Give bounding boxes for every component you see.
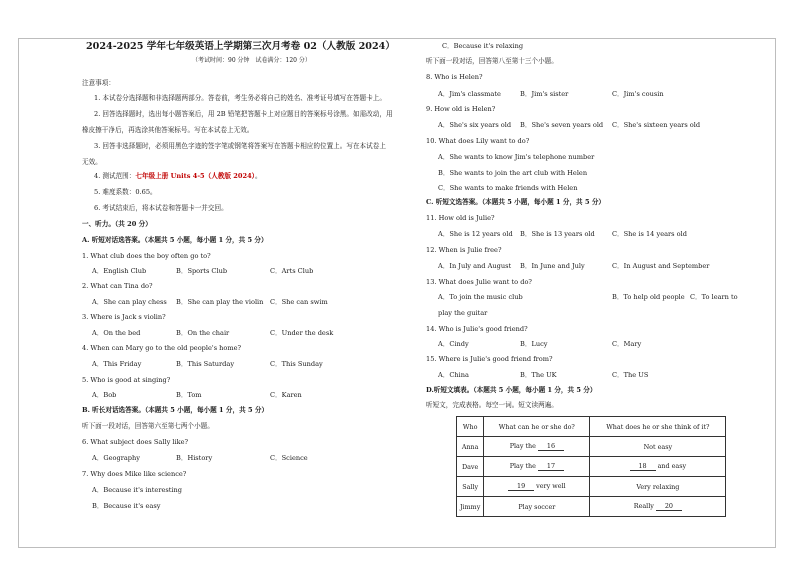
table-cell-what: Play soccer: [484, 497, 590, 517]
table-header-what: What can he or she do?: [484, 417, 590, 437]
note-3b: 无效。: [82, 158, 102, 166]
table-row: [457, 457, 726, 477]
table-cell-who: Dave: [457, 457, 484, 477]
part-d-intro: 听短文，完成表格。每空一词。短文读两遍。: [426, 401, 558, 409]
table-cell-think: [590, 457, 726, 477]
q7-option-a: A．Because it's interesting: [92, 486, 182, 494]
blank-19[interactable]: 19: [508, 482, 534, 491]
q8-option-b: B．Jim's sister: [520, 90, 569, 98]
note-4: [94, 172, 262, 180]
table-cell-what: [484, 477, 590, 497]
q14-option-b: B．Lucy: [520, 340, 548, 348]
q5-option-a: A．Bob: [92, 391, 117, 399]
table-cell-what: [484, 457, 590, 477]
blank-17[interactable]: 17: [538, 462, 564, 471]
q7-option-c: C．Because it's relaxing: [442, 42, 524, 50]
q8-option-a: A．Jim's classmate: [438, 90, 501, 98]
table-cell-who: Sally: [457, 477, 484, 497]
question-8: 8. Who is Helen?: [426, 73, 483, 81]
question-4: 4. When can Mary go to the old people's home?: [82, 344, 242, 352]
page-subtitle: （考试时间：90 分钟 试卷满分：120 分）: [192, 57, 311, 64]
q10-option-b: B．She wants to join the art club with Helen: [438, 169, 588, 177]
question-6: 6. What subject does Sally like?: [82, 438, 189, 446]
part-d-heading: D.听短文填表。（本题共 5 小题，每小题 1 分，共 5 分）: [426, 386, 597, 394]
table-cell-think: Very relaxing: [590, 477, 726, 497]
part-b-heading: B. 听长对话选答案。（本题共 5 小题，每小题 1 分，共 5 分）: [82, 406, 269, 414]
cell-text: very well: [536, 482, 566, 490]
note-2b: 橡皮擦干净后，再选涂其他答案标号。写在本试卷上无效。: [82, 126, 254, 134]
q15-option-c: C．The US: [612, 371, 649, 379]
table-cell-who: Anna: [457, 437, 484, 457]
table-row: [457, 437, 726, 457]
part-c-heading: C. 听短文选答案。（本题共 5 小题，每小题 1 分，共 5 分）: [426, 198, 606, 206]
table-cell-what: [484, 437, 590, 457]
q13-option-c: C．To learn to: [690, 293, 738, 301]
question-2: 2. What can Tina do?: [82, 282, 153, 290]
note-1: 1. 本试卷分选择题和非选择题两部分。答卷前，考生务必将自己的姓名、准考证号填写在答题卡上。: [94, 94, 386, 102]
notes-heading: 注意事项：: [82, 79, 115, 87]
q14-option-a: A．Cindy: [438, 340, 469, 348]
question-9: 9. How old is Helen?: [426, 105, 496, 113]
q1-option-a: A．English Club: [92, 267, 147, 275]
listening-fill-table: [456, 416, 726, 517]
q13-option-a: A．To join the music club: [438, 293, 523, 301]
question-10: 10. What does Lily want to do?: [426, 137, 530, 145]
q7-option-b: B．Because it's easy: [92, 502, 161, 510]
q4-option-c: C．This Sunday: [270, 360, 323, 368]
q8-option-c: C．Jim's cousin: [612, 90, 664, 98]
blank-20[interactable]: 20: [656, 502, 682, 511]
q9-option-a: A．She's six years old: [438, 121, 512, 129]
note-6: 6. 考试结束后，将本试卷和答题卡一并交回。: [94, 204, 228, 212]
q11-option-c: C．She is 14 years old: [612, 230, 687, 238]
note-4-suffix: 。: [254, 172, 262, 180]
q5-option-b: B．Tom: [176, 391, 202, 399]
question-12: 12. When is Julie free?: [426, 246, 502, 254]
test-scope: 七年级上册 Units 4-5（人教版 2024）: [135, 172, 255, 180]
table-row: [457, 417, 726, 437]
q3-option-c: C．Under the desk: [270, 329, 334, 337]
q15-option-a: A．China: [438, 371, 469, 379]
q6-option-c: C．Science: [270, 454, 308, 462]
q3-option-a: A．On the bed: [92, 329, 141, 337]
q12-option-b: B．In June and July: [520, 262, 585, 270]
table-header-who: Who: [457, 417, 484, 437]
blank-18[interactable]: 18: [630, 462, 656, 471]
question-14: 14. Who is Julie's good friend?: [426, 325, 528, 333]
section-listening: 一、听力。（共 20 分）: [82, 220, 152, 228]
q9-option-c: C．She's sixteen years old: [612, 121, 701, 129]
q6-option-a: A．Geography: [92, 454, 140, 462]
table-cell-think: Not easy: [590, 437, 726, 457]
question-15: 15. Where is Julie's good friend from?: [426, 355, 553, 363]
q9-option-b: B．She's seven years old: [520, 121, 604, 129]
part-a-heading: A. 听短对话选答案。（本题共 5 小题，每小题 1 分，共 5 分）: [82, 236, 268, 244]
table-row: [457, 497, 726, 517]
cell-text: and easy: [657, 462, 687, 470]
blank-16[interactable]: 16: [538, 442, 564, 451]
q2-option-a: A．She can play chess: [92, 298, 167, 306]
q2-option-c: C．She can swim: [270, 298, 328, 306]
q1-option-c: C．Arts Club: [270, 267, 314, 275]
q1-option-b: B．Sports Club: [176, 267, 228, 275]
q13-option-b: B．To help old people: [612, 293, 685, 301]
note-2a: 2. 回答选择题时，选出每小题答案后，用 2B 铅笔把答题卡上对应题目的答案标号涂黑。如需改动，用: [94, 110, 393, 118]
note-4-prefix: 4. 测试范围：: [94, 172, 136, 180]
q11-option-b: B．She is 13 years old: [520, 230, 595, 238]
q14-option-c: C．Mary: [612, 340, 642, 348]
question-1: 1. What club does the boy often go to?: [82, 252, 211, 260]
q10-option-c: C．She wants to make friends with Helen: [438, 184, 578, 192]
q5-option-c: C．Karen: [270, 391, 302, 399]
intro-q8: 听下面一段对话，回答第八至第十三个小题。: [426, 57, 558, 65]
q12-option-a: A．In July and August: [438, 262, 512, 270]
q13-option-c-continued: play the guitar: [438, 309, 488, 317]
cell-text: Play the: [509, 442, 536, 450]
q4-option-a: A．This Friday: [92, 360, 142, 368]
q10-option-a: A．She wants to know Jim's telephone number: [438, 153, 595, 161]
note-3a: 3. 回答非选择题时，必须用黑色字迹的签字笔或钢笔将答案写在答题卡相应的位置上。写在本试卷上: [94, 142, 386, 150]
table-cell-think: [590, 497, 726, 517]
question-11: 11. How old is Julie?: [426, 214, 495, 222]
page-title: 2024-2025 学年七年级英语上学期第三次月考卷 02（人教版 2024）: [86, 41, 395, 52]
table-header-think: What does he or she think of it?: [590, 417, 726, 437]
q3-option-b: B．On the chair: [176, 329, 230, 337]
part-b-intro: 听下面一段对话，回答第六至第七两个小题。: [82, 422, 214, 430]
cell-text: Really: [633, 502, 654, 510]
cell-text: Play the: [509, 462, 536, 470]
q4-option-b: B．This Saturday: [176, 360, 235, 368]
note-5: 5. 难度系数：0.65。: [94, 188, 157, 196]
q15-option-b: B．The UK: [520, 371, 557, 379]
q6-option-b: B．History: [176, 454, 213, 462]
q11-option-a: A．She is 12 years old: [438, 230, 513, 238]
q2-option-b: B．She can play the violin: [176, 298, 264, 306]
question-7: 7. Why does Mike like science?: [82, 470, 187, 478]
table-row: [457, 477, 726, 497]
q12-option-c: C．In August and September: [612, 262, 710, 270]
question-13: 13. What does Julie want to do?: [426, 278, 532, 286]
table-cell-who: Jimmy: [457, 497, 484, 517]
question-5: 5. Who is good at singing?: [82, 376, 171, 384]
question-3: 3. Where is Jack s violin?: [82, 313, 166, 321]
